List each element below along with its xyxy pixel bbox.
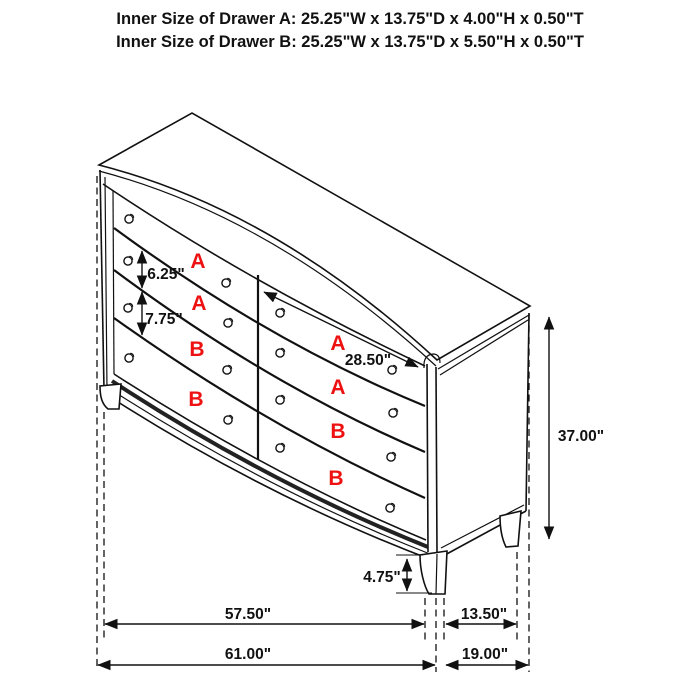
knob-icon [125,353,134,362]
drawer-a-face-height-label: 6.25" [147,266,185,283]
overall-width-label: 61.00" [224,646,272,663]
drawer-label-b: B [330,420,346,443]
knob-icon [276,348,285,357]
knob-icon [276,443,285,452]
overall-height-label: 37.00" [557,428,605,445]
drawer-bank-width-label: 28.50" [344,352,392,369]
drawer-label-b: B [189,338,205,361]
knob-icon [276,308,285,317]
leg-height-label: 4.75" [363,569,401,586]
drawer-label-a: A [191,292,207,315]
back-right-leg [500,511,521,547]
knob-icon [386,503,395,512]
overall-depth-label: 19.00" [461,646,509,663]
drawer-a-inner-size-text: Inner Size of Drawer A: 25.25"W x 13.75"D x 4.00"H x 0.50"T [116,10,584,28]
knob-icon [389,408,398,417]
drawer-b-inner-size-text: Inner Size of Drawer B: 25.25"W x 13.75"D x 5.50"H x 0.50"T [116,33,584,51]
knob-icon [276,395,285,404]
knob-icon [124,303,133,312]
drawer-b-face-height-label: 7.75" [145,311,183,328]
knob-icon [224,415,233,424]
drawer-label-b: B [188,388,204,411]
knob-icon [223,365,232,374]
knob-icon [387,452,396,461]
drawer-label-b: B [328,467,344,490]
drawer-label-a: A [330,376,346,399]
right-post [427,364,428,552]
drawer-label-a: A [190,250,206,273]
knob-icon [124,256,133,265]
knob-icon [125,214,134,223]
side-leg-span-label: 13.50" [460,606,508,623]
knob-icon [222,278,231,287]
front-leg-span-label: 57.50" [224,606,272,623]
knob-icon [224,318,233,327]
drawer-label-a: A [330,332,346,355]
